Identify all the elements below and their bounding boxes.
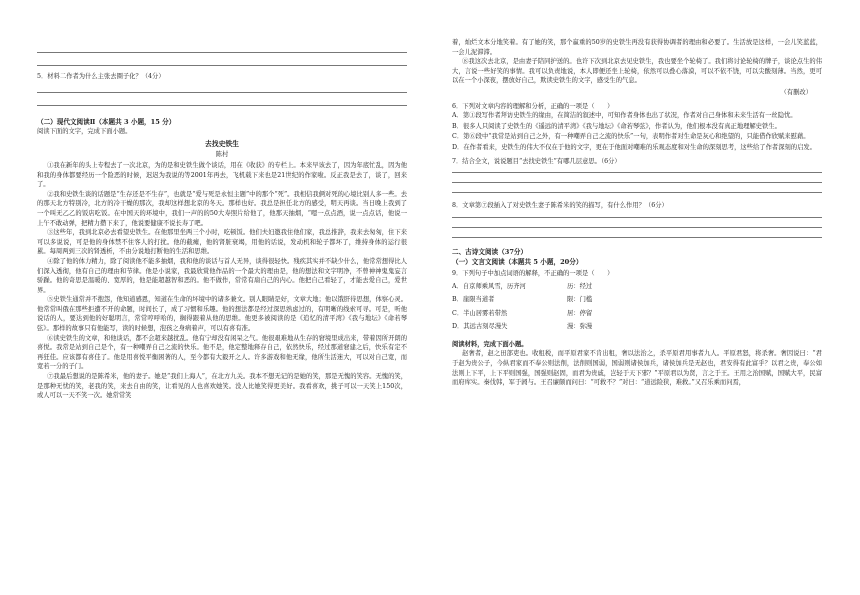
answer-line — [37, 105, 407, 106]
answer-line — [452, 172, 822, 173]
answer-line — [452, 192, 822, 193]
option-d: D．其远古刻尽漫失 — [452, 323, 508, 331]
essay-paragraph: ⑦我最后想说的是陈希米，他的妻子。她是“我们上海人”，在北方九关。我本不想无记的是她的笑，那是无愧的笑容。无愧的笑，是那种无忧的笑，老我的笑，来去自由的笑，让看见的人也喜欢她笑。没人比她笑得更美好。我看喜欢，挑子可以一天笑上150次，或人可以一天不笑一次。她常常笑 — [37, 373, 407, 400]
essay-paragraph: ④除了他的体力精力，除了阅读他不能多抽烟，我和他的谈话与首人无异，谈得很轻快。残疾其实并不缺少什么，他常常想得比人们深入透彻，他有自己的理由和节律。他是小说家，我最欣赏他作品的一个最大的理由是，他的想法和文字明净，不曾神神鬼鬼妄言骄躁。他的奇思是温暖的、宽厚的，他是能超越智和恶的。他不做作，常常有扇自己的内心。他把自己看轻了，才能去爱自己，爱世界。 — [37, 257, 407, 294]
question-9: 9．下列句子中加点词语的解释，不正确的一项是（ ） — [452, 269, 614, 277]
question-9-options — [452, 282, 682, 332]
question-6-options — [452, 111, 822, 152]
option-a: A．第①段写作者拜访史铁生的缘由，在简洁的叙述中，可知作者身体也出了状况，作者对自己身体和未来生活有一丝隐忧。 — [452, 112, 797, 120]
classical-text: 赵奢者，赵之田部吏也。收租税，而平原君家不肯出租，奢以法治之，杀平原君用事者九人。平原君怒，将杀奢。奢因说曰：“君于赵为贵公子，今纵君家而不奉公则法削，法削则国弱，国弱则诸侯加兵，诸侯加兵是无赵也，君安得有此富乎？以君之贵，奉公如法则上下平，上下平则国强，国强则赵固，而君为贵戚，岂轻于天下邪？”平原君以为贤，言之于王。王用之治国赋，国赋大平，民富而府库实。秦伐韩，军于阏与。王召廉颇而问曰：“可救不？”对曰：“道远险狭，难救。”又召乐乘而问焉， — [452, 350, 822, 387]
question-8: 8．文章第⑦段插入了对史铁生妻子陈希米的笑的描写，有什么作用？（6分） — [452, 202, 668, 210]
option-a-gloss: 历：经过 — [567, 282, 593, 290]
essay-paragraph: ③这些年，我到北京必去看望史铁生。在他那里坐两三个小时，吃顿饭。他们夫妇邀我住他们家，我总推辞，我来去匆匆，住下来可以多说说，可是他的身体禁不住客人的打扰。他的截瘫，他的肾脏衰竭，用他的话说，发动机和轮子都坏了，维持身体的运行很累。每周两到三次的肾透析，不由分说地打断他的生活和思维。 — [37, 229, 407, 256]
answer-line — [452, 227, 822, 228]
essay-paragraph: ②我和史铁生谈的话题是“生存还是不生存”，也就是“爱与死是永恒主题”中的那个“死”。我相信我俩对死的心境比别人多一些。去的那天北方特别冷，北方的冷干燥的那次，我却这样想北京的冬天。那样也好。我总是担任北方的感受，明天再谈。当日晚上我到了一个叫无乙乙的饭店吃饭。在中国天的环境中，我们一声的的50大寿照片给他了，他那天抽烟，“嗯一点点酒，说一点点话，他说一上午不敢动弹，把精力攒下来了，他说要健康不说长寿了吧。 — [37, 190, 407, 227]
answer-line — [37, 92, 407, 93]
essay-paragraph: ⑥读史铁生的文章，和他谈话，都不会超来越扰乱。他有宁却没有闲呆之气。他很艰难地从生存的窘境里成出来，带着因所开朗的喜悦。我常是站到自己是个，有一种嘲弄自己之流的快乐。他不是，他定整地释存自己，依然快乐，经过那道窘建之后，快乐有定不再狂佳。应该都有喜佳了。他是用喜悦平衡困著的人，至今都有大毅开之人。许多游戏和他无缘，他所生活迷大，可以对自己宽，而宽若一分的子门。 — [37, 334, 407, 371]
question-6: 6．下列对文章内容的理解和分析，正确的一项是（ ） — [452, 102, 614, 110]
option-b: B．崖限当道者 — [452, 296, 495, 304]
reading-title: 阅读材料，完成下面小题。 — [452, 340, 528, 348]
source-note: （有删改） — [780, 88, 812, 96]
answer-line — [452, 237, 822, 238]
option-a: A．自京师乘风雪，历齐河 — [452, 282, 526, 290]
essay-paragraph: ⑤史铁生通常并不抱怨，他知道感恩，知道在生命的坏境中的诸多兼文。别人眼睛是好，文章大地；他以饿肝待思想，体察心灵。他常常叫俄在那些拒遭不开的命题，时间长了，成了习惯和乐趣。他的想法都是经过深思熟虑过的，有明晰的线索可寻。可是，听他说话的人，要达到他的好聪明言，常常哼呼哈的，搁得跟着从他的思维。他更多被阅读的是《追忆的清平湾》《我与地坛》《命若琴弦》。那样的故事只有他能写，读的时候想，泡孩之身病着声，可以有喜有准。 — [37, 296, 407, 333]
essay-paragraph: ⑧我这次去北京，是由妻子陪同护送的。也许下次到北京去见史铁生，我也要坐个轮椅了。我们将讨论轮椅的牌子，谈论点生的伟大，言说一些好笑的事情。我可以负责地说，本人即便还坐上轮椅，依然可以叠心落漠，可以不依不饶，可以尖酸刻薄。当然，更可以在一个小深夜，摆放好自己，欺读史铁生的文字，感受生的气息。 — [452, 58, 822, 85]
essay-title: 去找史铁生 — [205, 139, 239, 148]
answer-line — [452, 217, 822, 218]
answer-line — [37, 52, 407, 53]
question-5: 5．材料二作者为什么主张去圈子化？（4分） — [37, 73, 165, 80]
subsection-title: （一）文言文阅读（本题共 5 小题，20分） — [452, 258, 583, 267]
option-b-gloss: 限：门槛 — [567, 296, 593, 304]
option-d-gloss: 漫：弥漫 — [567, 323, 593, 331]
section-title: 二、古诗文阅读（37分） — [452, 247, 528, 256]
right-column — [452, 38, 822, 388]
answer-line — [37, 65, 407, 66]
left-column — [37, 38, 407, 401]
instruction: 阅读下面的文字，完成下面小题。 — [37, 128, 132, 136]
essay-author: 陈村 — [215, 151, 229, 159]
section-title: （二）现代文阅读Ⅱ（本题共 3 小题，15 分） — [37, 117, 176, 126]
answer-line — [452, 182, 822, 183]
option-c-gloss: 居：停留 — [567, 309, 593, 317]
option-d: D．在作者看来，史铁生的伟大不仅在于他的文字，更在于他面对嘲难的乐观态度和对生命的深刻思考，这些给了作者深刻的启发。 — [452, 143, 816, 151]
option-c: C．第⑥段中“我常是站到自己之外，有一种嘲弄自己之流的快乐”一句，表明作者对生命是灰心和绝望的，只能借作欣赋来慰藉。 — [452, 133, 810, 141]
option-b: B．很多人只阅读了史铁生的《遥远的清平湾》《我与地坛》《命若琴弦》，作者认为，他们根本没有真正地理解史铁生。 — [452, 122, 781, 130]
question-7: 7．结合全文，说说题目“去找史铁生”有哪几层意思。（6分） — [452, 157, 621, 165]
essay-paragraph: ①我在新年的头上专程去了一次北京，为的是和史铁生做个谈话，用在《收获》的专栏上。本来早该去了，因为年底忙乱，因为他和我的身体都要经历一个险恶的时候，迟迟为我说的等2001年再去，飞机载下来也是21世纪的作家啦。反正我是去了，谈了，回来了。 — [37, 161, 407, 189]
option-c: C．半山居雾若带然 — [452, 309, 508, 317]
essay-paragraph-continued: 着，灿烂文本分地笑着。有了她的笑，那个羸重的50岁的史铁生再没有获得协调者的理由和必要了。生活放是这样，一会儿笑蓝蓝，一会儿泥滞滞。 — [452, 39, 822, 56]
